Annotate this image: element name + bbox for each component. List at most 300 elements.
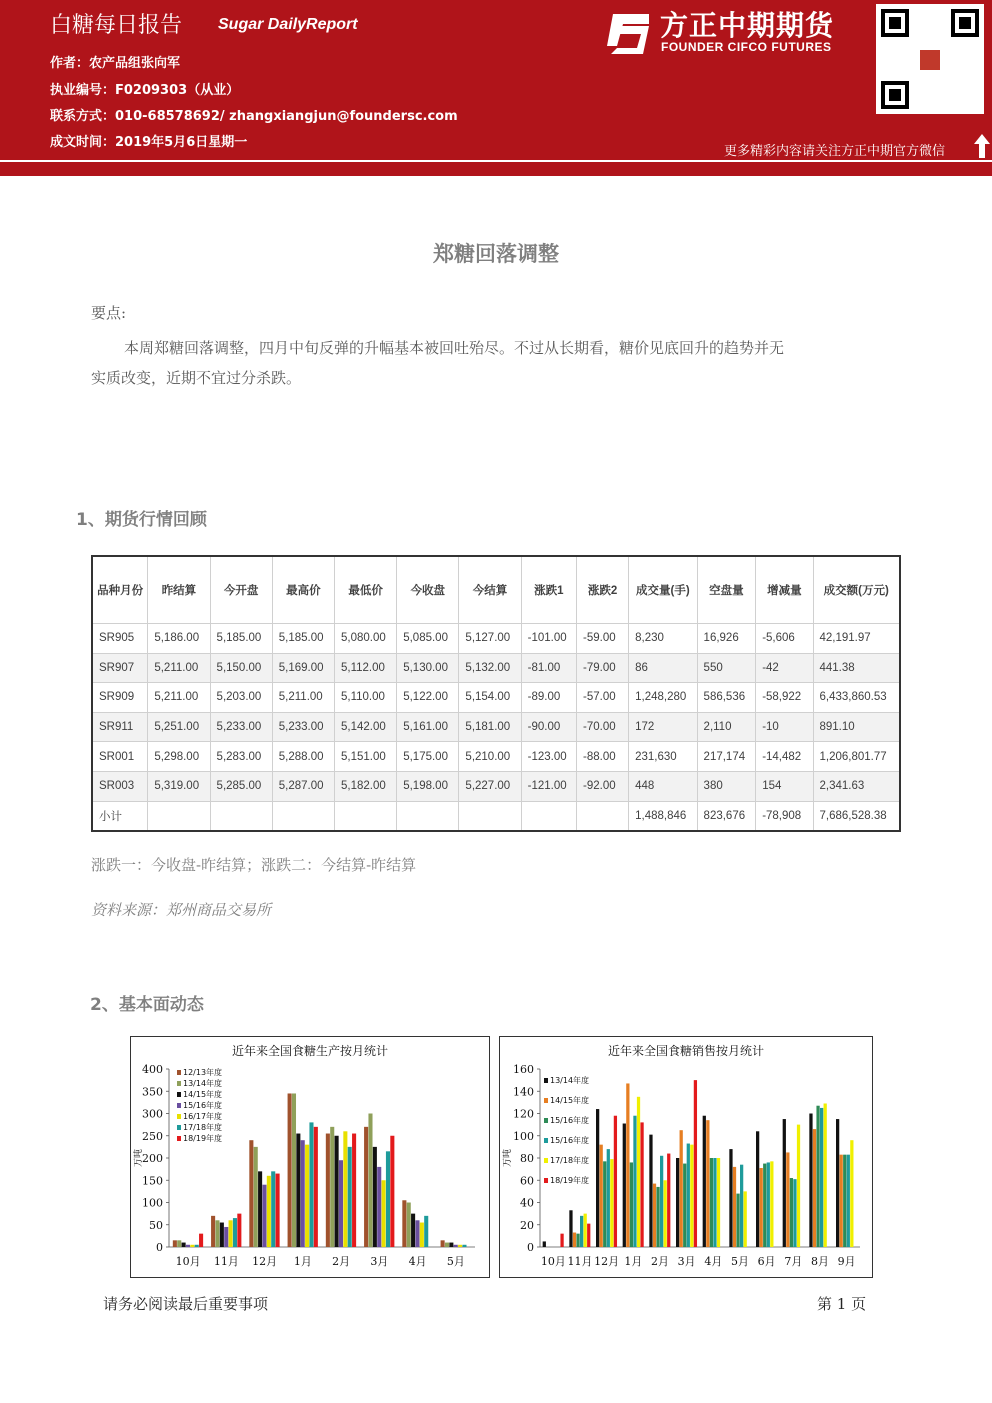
table-cell: -14,482: [756, 742, 813, 772]
bar: [680, 1130, 683, 1247]
table-cell: 380: [697, 771, 756, 801]
table-cell: 1,206,801.77: [813, 742, 900, 772]
report-header: [0, 0, 992, 160]
table-cell: SR907: [92, 653, 148, 683]
table-cell: 5,185.00: [272, 624, 334, 654]
table-cell: 16,926: [697, 624, 756, 654]
bar: [330, 1127, 334, 1247]
section-fundamentals: 2、基本面动态: [90, 995, 204, 1015]
bar: [836, 1119, 839, 1247]
bar: [364, 1127, 368, 1247]
column-header: 增减量: [756, 556, 813, 624]
bar: [462, 1245, 466, 1247]
bar: [211, 1216, 215, 1247]
y-axis-label: 万吨: [503, 1148, 513, 1168]
y-tick-label: 120: [513, 1107, 534, 1121]
company-name-cn: 方正中期期货: [660, 9, 835, 42]
legend-label: 16/17年度: [183, 1112, 223, 1121]
table-cell: 5,233.00: [210, 712, 272, 742]
bar: [683, 1164, 686, 1247]
table-cell: 86: [629, 653, 697, 683]
table-cell: -70.00: [577, 712, 629, 742]
bar: [640, 1122, 643, 1247]
table-cell: 891.10: [813, 712, 900, 742]
table-cell: 5,185.00: [210, 624, 272, 654]
bar: [407, 1203, 411, 1248]
table-cell: 5,298.00: [148, 742, 210, 772]
legend-swatch: [177, 1092, 181, 1097]
x-tick-label: 9月: [837, 1255, 856, 1268]
legend-swatch: [177, 1136, 181, 1141]
contact-line: 联系方式：010-68578692/ zhangxiangjun@foundersc.com: [50, 109, 458, 124]
x-tick-label: 2月: [651, 1255, 669, 1268]
y-tick-label: 140: [513, 1085, 534, 1099]
x-tick-label: 2月: [332, 1255, 351, 1268]
table-cell: -123.00: [521, 742, 576, 772]
futures-market-table: [91, 555, 901, 832]
table-cell: 8,230: [629, 624, 697, 654]
table-cell: [577, 801, 629, 831]
bar: [786, 1152, 789, 1247]
bar: [224, 1227, 228, 1247]
legend-label: 14/15年度: [550, 1096, 590, 1105]
table-row: [92, 683, 900, 713]
legend-label: 12/13年度: [183, 1068, 223, 1077]
bar: [229, 1220, 233, 1247]
x-tick-label: 6月: [757, 1255, 776, 1268]
bar: [573, 1233, 576, 1247]
chart-title: 近年来全国食糖生产按月统计: [231, 1044, 389, 1058]
table-cell: 小计: [92, 801, 148, 831]
bar: [292, 1093, 296, 1247]
bar: [736, 1194, 739, 1247]
bar: [809, 1114, 812, 1248]
bar: [314, 1127, 318, 1247]
table-cell: 5,112.00: [334, 653, 396, 683]
bar: [840, 1155, 843, 1247]
table-cell: -10: [756, 712, 813, 742]
wechat-follow-note: 更多精彩内容请关注方正中期官方微信: [724, 144, 946, 159]
legend-label: 15/16年度: [183, 1101, 223, 1110]
column-header: 成交额(万元): [813, 556, 900, 624]
key-points-line-2: 实质改变，近期不宜过分杀跌。: [91, 369, 302, 387]
bar: [449, 1243, 453, 1247]
column-header: 涨跌2: [577, 556, 629, 624]
table-cell: 5,169.00: [272, 653, 334, 683]
qr-code-icon[interactable]: [876, 4, 984, 114]
table-cell: 1,488,846: [629, 801, 697, 831]
table-cell: 823,676: [697, 801, 756, 831]
bar: [305, 1145, 309, 1247]
bar: [740, 1165, 743, 1247]
bar: [220, 1223, 224, 1247]
table-cell: 217,174: [697, 742, 756, 772]
bar: [458, 1245, 462, 1247]
table-cell: 5,211.00: [272, 683, 334, 713]
bar: [411, 1214, 415, 1247]
x-tick-label: 7月: [784, 1255, 803, 1268]
section-futures-review: 1、期货行情回顾: [76, 510, 207, 530]
x-tick-label: 3月: [370, 1255, 389, 1268]
bar: [767, 1162, 770, 1247]
author-line: 作者：农产品组张向军: [50, 56, 181, 71]
table-cell: 5,227.00: [459, 771, 521, 801]
bar: [288, 1093, 292, 1247]
legend-swatch: [177, 1114, 181, 1119]
legend-label: 15/16年度: [550, 1116, 590, 1125]
legend-label: 14/15年度: [183, 1090, 223, 1099]
bar: [607, 1149, 610, 1247]
table-cell: 5,130.00: [397, 653, 459, 683]
y-tick-label: 160: [513, 1063, 534, 1076]
y-tick-label: 100: [513, 1129, 534, 1143]
table-cell: 5,203.00: [210, 683, 272, 713]
table-cell: -42: [756, 653, 813, 683]
bar: [390, 1136, 394, 1247]
bar: [296, 1134, 300, 1247]
table-row: [92, 742, 900, 772]
y-tick-label: 150: [142, 1174, 163, 1188]
bar: [580, 1216, 583, 1247]
table-body: [92, 624, 900, 832]
y-tick-label: 40: [520, 1196, 534, 1210]
bar: [368, 1114, 372, 1248]
legend-label: 18/19年度: [550, 1176, 590, 1185]
table-cell: -5,606: [756, 624, 813, 654]
y-tick-label: 0: [527, 1241, 534, 1254]
bar: [797, 1125, 800, 1247]
table-cell: 5,151.00: [334, 742, 396, 772]
bar: [713, 1158, 716, 1247]
y-tick-label: 350: [142, 1085, 163, 1099]
bar: [649, 1135, 652, 1247]
table-cell: 441.38: [813, 653, 900, 683]
table-cell: 2,341.63: [813, 771, 900, 801]
table-cell: -90.00: [521, 712, 576, 742]
table-cell: 448: [629, 771, 697, 801]
table-cell: 172: [629, 712, 697, 742]
sugar-production-chart: [130, 1036, 490, 1278]
legend-swatch: [544, 1158, 548, 1163]
table-cell: SR001: [92, 742, 148, 772]
table-cell: 5,210.00: [459, 742, 521, 772]
column-header: 品种月份: [92, 556, 148, 624]
x-tick-label: 5月: [731, 1255, 749, 1268]
table-cell: SR909: [92, 683, 148, 713]
table-cell: [459, 801, 521, 831]
table-cell: -57.00: [577, 683, 629, 713]
bar: [373, 1147, 377, 1247]
legend-swatch: [544, 1118, 548, 1123]
table-cell: 42,191.97: [813, 624, 900, 654]
table-row: [92, 624, 900, 654]
bar: [820, 1108, 823, 1247]
table-cell: -81.00: [521, 653, 576, 683]
legend-label: 15/16年度: [550, 1136, 590, 1145]
bar: [710, 1158, 713, 1247]
table-cell: 5,283.00: [210, 742, 272, 772]
bar: [596, 1109, 599, 1247]
bar: [301, 1140, 305, 1247]
x-tick-label: 11月: [567, 1255, 593, 1268]
table-row: [92, 712, 900, 742]
bar: [717, 1158, 720, 1247]
table-row: [92, 653, 900, 683]
y-axis-label: 万吨: [134, 1148, 144, 1168]
table-cell: 5,285.00: [210, 771, 272, 801]
table-cell: [148, 801, 210, 831]
x-tick-label: 5月: [446, 1255, 465, 1268]
table-cell: 5,198.00: [397, 771, 459, 801]
y-tick-label: 250: [142, 1129, 163, 1143]
company-logo-icon: [603, 12, 651, 56]
y-tick-label: 20: [520, 1218, 534, 1232]
legend-label: 18/19年度: [183, 1134, 223, 1143]
bar: [690, 1145, 693, 1247]
bar: [610, 1159, 613, 1247]
table-cell: -79.00: [577, 653, 629, 683]
bar: [276, 1174, 280, 1247]
bar: [377, 1167, 381, 1247]
bar: [630, 1162, 633, 1247]
bar: [664, 1180, 667, 1247]
bar: [215, 1220, 219, 1247]
x-tick-label: 10月: [175, 1255, 201, 1268]
y-tick-label: 200: [142, 1152, 163, 1165]
table-cell: 5,251.00: [148, 712, 210, 742]
table-cell: SR905: [92, 624, 148, 654]
table-cell: 5,211.00: [148, 683, 210, 713]
bar: [415, 1220, 419, 1247]
table-cell: 5,122.00: [397, 683, 459, 713]
table-cell: SR003: [92, 771, 148, 801]
table-cell: 5,154.00: [459, 683, 521, 713]
x-tick-label: 4月: [704, 1255, 723, 1268]
y-tick-label: 400: [142, 1063, 163, 1076]
bar: [339, 1160, 343, 1247]
column-header: 成交量(手): [629, 556, 697, 624]
bar: [706, 1120, 709, 1247]
bar: [790, 1178, 793, 1247]
bar: [783, 1119, 786, 1247]
table-cell: 586,536: [697, 683, 756, 713]
bar: [258, 1171, 262, 1247]
table-cell: 5,211.00: [148, 653, 210, 683]
table-cell: 5,080.00: [334, 624, 396, 654]
bar: [233, 1218, 237, 1247]
bar: [267, 1176, 271, 1247]
bar: [262, 1185, 266, 1247]
bar: [729, 1149, 732, 1247]
bar: [186, 1245, 190, 1247]
sugar-sales-chart: [499, 1036, 873, 1278]
column-header: 空盘量: [697, 556, 756, 624]
table-row: [92, 771, 900, 801]
bar: [454, 1245, 458, 1247]
bar: [182, 1243, 186, 1247]
table-row: [92, 801, 900, 831]
legend-label: 17/18年度: [183, 1123, 223, 1132]
bar: [603, 1161, 606, 1247]
y-tick-label: 50: [149, 1218, 163, 1232]
bar: [543, 1241, 546, 1247]
bar: [676, 1158, 679, 1247]
header-bottom-band: [0, 162, 992, 176]
table-cell: -92.00: [577, 771, 629, 801]
table-cell: -88.00: [577, 742, 629, 772]
bar: [441, 1240, 445, 1247]
legend-swatch: [544, 1178, 548, 1183]
bar: [843, 1155, 846, 1247]
bar: [660, 1156, 663, 1247]
table-cell: 5,175.00: [397, 742, 459, 772]
bar: [637, 1097, 640, 1247]
bar: [744, 1191, 747, 1247]
table-cell: 5,127.00: [459, 624, 521, 654]
column-header: 今开盘: [210, 556, 272, 624]
bar: [271, 1171, 275, 1247]
column-header: 涨跌1: [521, 556, 576, 624]
legend-swatch: [544, 1098, 548, 1103]
y-tick-label: 300: [142, 1107, 163, 1121]
bar: [576, 1234, 579, 1247]
x-tick-label: 10月: [540, 1255, 566, 1268]
table-cell: -121.00: [521, 771, 576, 801]
column-header: 昨结算: [148, 556, 210, 624]
table-cell: 5,161.00: [397, 712, 459, 742]
bar: [770, 1161, 773, 1247]
table-cell: 5,287.00: [272, 771, 334, 801]
bar: [850, 1140, 853, 1247]
bar: [653, 1184, 656, 1247]
bar: [816, 1106, 819, 1247]
key-points-line-1: 本周郑糖回落调整，四月中旬反弹的升幅基本被回吐殆尽。不过从长期看，糖价见底回升的趋势并无: [124, 339, 785, 357]
legend-label: 17/18年度: [550, 1156, 590, 1165]
legend-swatch: [544, 1138, 548, 1143]
bar: [190, 1245, 194, 1247]
y-tick-label: 100: [142, 1196, 163, 1210]
legend-swatch: [177, 1103, 181, 1108]
x-tick-label: 8月: [811, 1255, 829, 1268]
table-cell: 5,319.00: [148, 771, 210, 801]
table-cell: 1,248,280: [629, 683, 697, 713]
bar: [420, 1223, 424, 1247]
table-cell: 550: [697, 653, 756, 683]
bar: [348, 1147, 352, 1247]
bar: [687, 1144, 690, 1247]
bar: [237, 1214, 241, 1247]
arrow-up-icon: [974, 134, 990, 158]
bar: [703, 1116, 706, 1247]
bar: [600, 1145, 603, 1247]
bar: [382, 1180, 386, 1247]
table-cell: -89.00: [521, 683, 576, 713]
table-cell: -59.00: [577, 624, 629, 654]
bar: [249, 1140, 253, 1247]
bar: [584, 1214, 587, 1247]
y-tick-label: 60: [520, 1174, 534, 1188]
table-cell: 5,181.00: [459, 712, 521, 742]
bar: [756, 1131, 759, 1247]
bar: [195, 1245, 199, 1247]
table-cell: 7,686,528.38: [813, 801, 900, 831]
bar: [335, 1136, 339, 1247]
page-number: 第 1 页: [817, 1295, 867, 1313]
report-title-cn: 白糖每日报告: [50, 13, 183, 38]
table-cell: 5,150.00: [210, 653, 272, 683]
table-cell: 5,142.00: [334, 712, 396, 742]
bar: [326, 1134, 330, 1247]
legend-label: 13/14年度: [550, 1076, 590, 1085]
change-definition-note: 涨跌一：今收盘-昨结算；涨跌二：今结算-昨结算: [91, 856, 417, 874]
table-cell: 6,433,860.53: [813, 683, 900, 713]
legend-swatch: [177, 1070, 181, 1075]
x-tick-label: 11月: [213, 1255, 239, 1268]
table-cell: 5,110.00: [334, 683, 396, 713]
bar: [626, 1083, 629, 1247]
y-tick-label: 80: [520, 1152, 534, 1165]
bar: [352, 1134, 356, 1247]
table-cell: 2,110: [697, 712, 756, 742]
bar: [763, 1164, 766, 1247]
table-cell: [334, 801, 396, 831]
bar: [793, 1179, 796, 1247]
table-cell: 5,132.00: [459, 653, 521, 683]
bar: [254, 1147, 258, 1247]
table-cell: 154: [756, 771, 813, 801]
table-cell: 231,630: [629, 742, 697, 772]
key-points-label: 要点:: [91, 304, 127, 322]
table-cell: 5,182.00: [334, 771, 396, 801]
bar: [633, 1116, 636, 1247]
table-cell: SR911: [92, 712, 148, 742]
bar: [587, 1224, 590, 1247]
table-cell: -78,908: [756, 801, 813, 831]
table-cell: [210, 801, 272, 831]
bar: [402, 1200, 406, 1247]
bar: [199, 1234, 203, 1247]
table-header-row: [92, 556, 900, 624]
bar: [386, 1151, 390, 1247]
table-cell: 5,186.00: [148, 624, 210, 654]
column-header: 最低价: [334, 556, 396, 624]
y-tick-label: 0: [156, 1241, 163, 1254]
bar: [623, 1124, 626, 1247]
x-tick-label: 3月: [677, 1255, 696, 1268]
license-line: 执业编号：F0209303（从业）: [50, 83, 240, 98]
table-cell: 5,085.00: [397, 624, 459, 654]
legend-swatch: [177, 1125, 181, 1130]
bar: [733, 1167, 736, 1247]
footer-disclaimer: 请务必阅读最后重要事项: [103, 1295, 269, 1313]
column-header: 最高价: [272, 556, 334, 624]
bar: [560, 1234, 563, 1247]
document-title: 郑糖回落调整: [433, 242, 559, 266]
column-header: 今收盘: [397, 556, 459, 624]
table-cell: [272, 801, 334, 831]
bar: [667, 1154, 670, 1247]
legend-swatch: [544, 1078, 548, 1083]
x-tick-label: 1月: [293, 1255, 312, 1268]
bar: [569, 1210, 572, 1247]
report-title-en: Sugar DailyReport: [218, 16, 358, 33]
bar: [614, 1116, 617, 1247]
bar: [813, 1129, 816, 1247]
chart-title: 近年来全国食糖销售按月统计: [607, 1044, 765, 1058]
bar: [309, 1122, 313, 1247]
bar: [343, 1131, 347, 1247]
legend-label: 13/14年度: [183, 1079, 223, 1088]
